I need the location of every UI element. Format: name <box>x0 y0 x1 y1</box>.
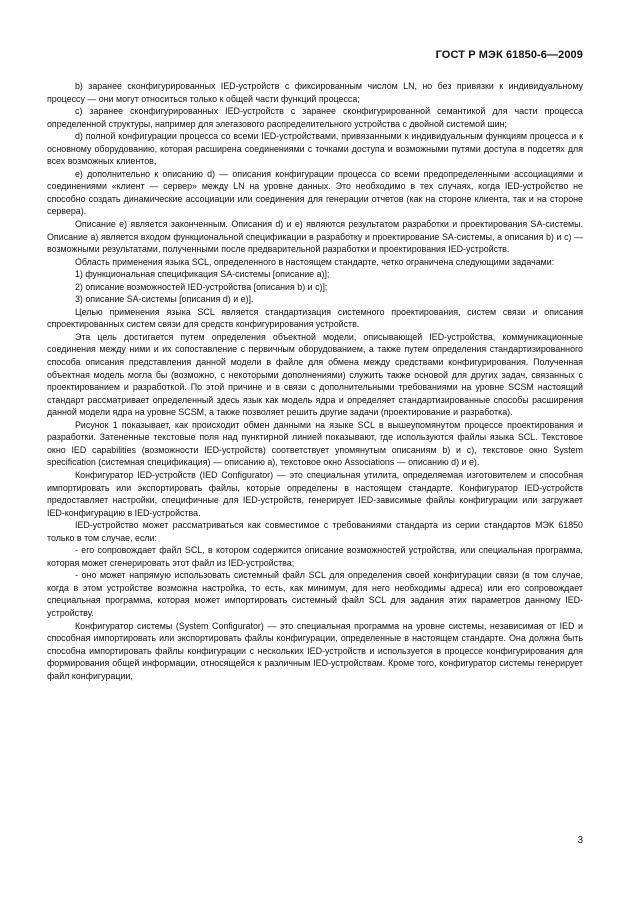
list-item: 1) функциональная спецификация SA-системы [описание а)]; <box>75 269 330 280</box>
paragraph: c) заранее сконфигурированных IED-устройств с заранее сконфигурированной семантикой для части процесса определенной структуры, например для элегазового распределительного устройства с двойной системой шин; <box>47 106 583 129</box>
document-header: ГОСТ Р МЭК 61850-6—2009 <box>435 49 583 61</box>
paragraph: IED-устройство может рассматриваться как совместимое с требованиями стандарта из серии стандартов МЭК 61850 только в том случае, если: <box>47 520 583 543</box>
list-item: - оно может напрямую использовать системный файл SCL для определения своей конфигурации связи (в том случае, когда в этом устройстве возможна настройка, то есть, как минимум, для него необходимы адреса) или его сопровождает специальная программа, которая может импортировать системный файл SCL для задания этих параметров данному IED-устройству. <box>47 570 583 618</box>
list-item: 2) описание возможностей IED-устройства [описания b) и с)]; <box>75 281 328 292</box>
paragraph: Рисунок 1 показывает, как происходит обмен данными на языке SCL в вышеупомянутом процессе проектирования и разработки. Затененные текстовые поля над пунктирной линией показывают, где используются файлы языка SCL. Текстовое окно IED capabilities (возможности IED-устройств) соответствует упомянутым описаниям b) и с), текстовое окно System specification (системная спецификация) — описанию а), текстовое окно Associations — описанию d) и е). <box>47 419 583 468</box>
paragraph: Эта цель достигается путем определения объектной модели, описывающей IED-устройства, коммуникационные соединения между ними и их сопоставление с первичным оборудованием, а также путем определения стандартизированного способа описания представления данной модели в файле для обмена между средствами конфигурирования. Полученная объектная модель могла бы (возможно, с некоторыми дополнениями) служить также основой для других задач, связанных с проектированием и разработкой. По этой причине и в связи с дополнительными требованиями на уровне SCSM настоящий стандарт рассматривает определенный здесь язык как модель ядра и определяет стандартизированные способы расширения данной модели ядра на уровне SCSM, а также позволяет решить другие задачи (проектирование и разработка). <box>47 331 583 418</box>
page-number: 3 <box>577 835 583 846</box>
document-body <box>47 80 583 682</box>
paragraph: b) заранее сконфигурированных IED-устройств с фиксированным числом LN, но без привязки к индивидуальному процессу — они могут относиться только к общей части функций процесса; <box>47 81 583 104</box>
list-item: - его сопровождает файл SCL, в котором содержится описание возможностей устройства, или специальная программа, которая может сгенерировать этот файл из IED-устройства; <box>47 545 583 568</box>
list-item: 3) описание SA-системы [описания d) и е)]. <box>75 294 254 305</box>
paragraph: Область применения языка SCL, определенного в настоящем стандарте, четко ограничена следующими задачами: <box>75 256 555 267</box>
paragraph: d) полной конфигурации процесса со всеми IED-устройствами, привязанными к индивидуальным функциям процесса и к основному оборудованию, которая расширена соединениями с точками доступа и возможными путями доступа в подсетях для всех возможных клиентов, <box>47 131 583 167</box>
paragraph: Конфигуратор IED-устройств (IED Configurator) — это специальная утилита, определяемая изготовителем и способная импортировать или экспортировать файлы, которые определены в настоящем стандарте. Конфигуратор IED-устройств предоставляет настройки, специфичные для IED-устройств, генерирует IED-зависимые файлы конфигурации или загружает IED-конфигурацию в IED-устройства. <box>47 469 583 518</box>
paragraph: Конфигуратор системы (System Configurator) — это специальная программа на уровне системы, независимая от IED и способная импортировать или экспортировать файлы конфигурации, определенные в настоящем стандарте. Она должна быть способна импортировать файлы конфигурации с нескольких IED-устройств и используется в процессе конфигурирования для формирования общей информации, относящейся к различным IED-устройствам. Кроме того, конфигуратор системы генерирует файл конфигурации, <box>47 620 583 681</box>
paragraph: Целью применения языка SCL является стандартизация системного проектирования, систем связи и описания спроектированных систем связи для средств конфигурирования устройств. <box>47 306 583 330</box>
paragraph: e) дополнительно к описанию d) — описания конфигурации процесса со всеми предопределенными ассоциациями и соединениями «клиент — сервер» между LN на уровне данных. Это необходимо в тех случаях, когда IED-устройство не способно создать динамические ассоциации или соединения для генерации отчетов (как на стороне клиента, так и на стороне сервера). <box>47 168 583 217</box>
paragraph: Описание е) является законченным. Описания d) и е) являются результатом разработки и проектирования SA-системы. Описание а) является входом функциональной спецификации в разработку и проектирование SA-системы, а описания b) и с) — возможными результатами, полученными после предварительной разработки и проектирования IED-устройств. <box>47 219 583 255</box>
